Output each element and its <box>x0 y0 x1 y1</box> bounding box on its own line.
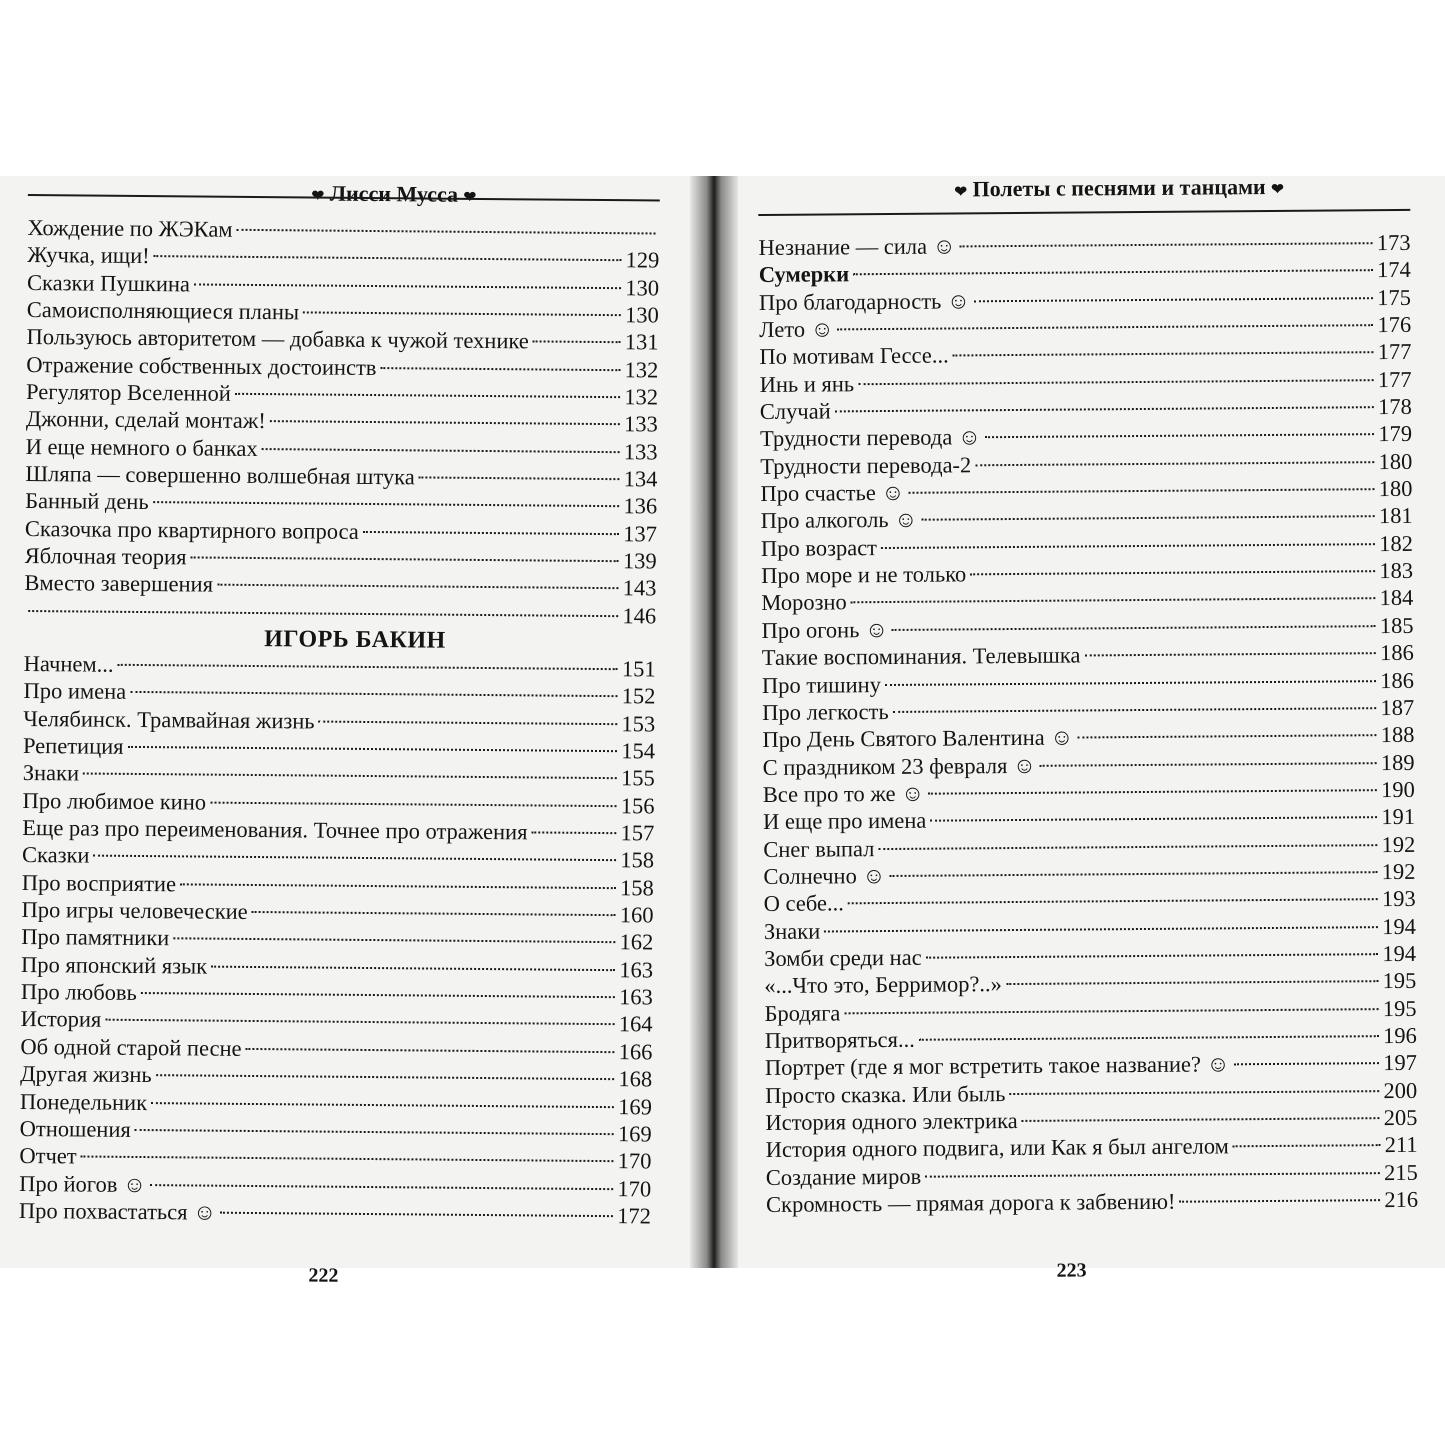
toc-entry-page: 187 <box>1380 694 1415 720</box>
dot-leader <box>921 516 1375 522</box>
toc-entry-page: 130 <box>624 302 659 328</box>
dot-leader <box>974 297 1373 302</box>
toc-entry-page: 166 <box>618 1039 653 1065</box>
toc-entry <box>20 1115 652 1148</box>
toc-entry-page: 180 <box>1378 475 1413 502</box>
toc-entry-title: Про море и не только <box>761 561 967 589</box>
header-rule <box>758 209 1410 216</box>
toc-entry-page: 168 <box>618 1066 653 1092</box>
toc-entry-page: 156 <box>620 792 655 819</box>
toc-entry-page: 146 <box>622 603 657 629</box>
toc-entry-title: Про похвастаться ☺ <box>18 1197 217 1225</box>
toc-entry-title: Про счастье ☺ <box>760 479 905 507</box>
dot-leader <box>851 598 1376 604</box>
toc-entry-page: 158 <box>619 874 654 901</box>
toc-entry-page: 174 <box>1376 257 1411 283</box>
toc-entry-title: Об одной старой песне <box>20 1033 242 1061</box>
dot-leader <box>1234 1062 1380 1065</box>
right-page <box>758 171 1419 1282</box>
toc-entry-page: 155 <box>620 765 655 791</box>
book-spread <box>0 174 1445 1287</box>
dot-leader <box>893 707 1377 713</box>
dot-leader <box>135 1129 614 1135</box>
dot-leader <box>953 352 1374 357</box>
toc-entry-page: 186 <box>1380 667 1415 693</box>
toc-entry-title: Еще раз про переименования. Точнее про отражения <box>22 815 528 845</box>
toc-entry-page: 143 <box>622 575 657 601</box>
toc-entry-page: 169 <box>617 1121 652 1147</box>
dot-leader <box>190 557 618 563</box>
page-number-right: 223 <box>1056 1259 1087 1282</box>
toc-entry-page: 139 <box>622 548 657 574</box>
toc-entry-title: Снег выпал <box>763 835 875 862</box>
dot-leader <box>889 871 1377 877</box>
toc-entry-title: Яблочная теория <box>24 543 187 570</box>
dot-leader <box>303 311 621 316</box>
toc-entry-title: Трудности перевода ☺ <box>759 424 981 452</box>
toc-entry-title: Притворяться... <box>764 1026 915 1053</box>
right-running-head <box>758 173 1410 207</box>
toc-entry-title: Сумерки <box>758 261 850 288</box>
toc-entry-title: Просто сказка. Или быль <box>765 1080 1006 1108</box>
toc-entry-title: Начнем... <box>23 650 114 677</box>
dot-leader <box>217 584 619 590</box>
dot-leader <box>180 883 616 889</box>
dot-leader <box>153 502 620 508</box>
dot-leader <box>985 434 1374 439</box>
dot-leader <box>156 1074 615 1080</box>
toc-entry-title: Портрет (где я мог встретить такое название? ☺ <box>764 1051 1230 1081</box>
toc-entry-title: История одного подвига, или Как я был ангелом <box>765 1133 1229 1163</box>
toc-entry-page: 194 <box>1382 940 1417 967</box>
dot-leader <box>419 477 620 481</box>
dot-leader <box>824 926 1378 932</box>
toc-entry-page: 136 <box>623 493 658 519</box>
dot-leader <box>858 379 1374 385</box>
toc-entry-page: 158 <box>620 847 655 873</box>
toc-entry-page: 162 <box>619 929 654 955</box>
toc-entry <box>19 1197 651 1230</box>
toc-entry-title: Отражение собственных достоинств <box>26 351 377 380</box>
toc-entry-title: Репетиция <box>22 733 124 759</box>
toc-entry-page: 153 <box>621 710 656 737</box>
left-page <box>18 176 660 1287</box>
dot-leader <box>925 1172 1380 1178</box>
toc-entry-page: 160 <box>619 902 654 928</box>
toc-entry-page: 192 <box>1381 858 1416 885</box>
dot-leader <box>235 393 620 398</box>
toc-entry-page: 191 <box>1381 804 1416 830</box>
toc-list-left-bottom <box>19 650 656 1230</box>
toc-entry-title: Бродяга <box>764 1000 841 1026</box>
toc-entry-page: 152 <box>621 683 656 709</box>
toc-entry-title: Про тишину <box>761 671 881 698</box>
toc-entry-title: Шляпа — совершенно волшебная штука <box>25 461 415 490</box>
toc-entry-title: Отношения <box>19 1115 131 1142</box>
dot-leader <box>1077 734 1376 738</box>
toc-entry-page: 163 <box>619 984 653 1010</box>
toc-entry-title: Случай <box>759 398 831 425</box>
toc-entry <box>766 1186 1418 1218</box>
dot-leader <box>928 789 1377 795</box>
dot-leader <box>930 816 1377 822</box>
heart-icon: ❤ <box>463 189 477 206</box>
dot-leader <box>262 448 620 453</box>
dot-leader <box>844 1008 1378 1014</box>
toc-entry-page: 173 <box>1376 229 1411 256</box>
dot-leader <box>848 898 1378 904</box>
toc-entry-page: 133 <box>623 411 658 437</box>
dot-leader <box>252 911 616 916</box>
dot-leader <box>908 488 1374 494</box>
toc-entry-page: 170 <box>617 1148 652 1174</box>
toc-entry-page: 190 <box>1380 776 1415 802</box>
section-title: ИГОРЬ БАКИН <box>264 626 446 654</box>
heart-icon: ❤ <box>954 184 968 201</box>
dot-leader <box>1009 1090 1379 1095</box>
dot-leader <box>1179 1199 1380 1203</box>
toc-entry-page: 184 <box>1379 585 1414 611</box>
toc-entry-title: Сказочка про квартирного вопроса <box>24 515 359 544</box>
toc-entry-page: 134 <box>623 466 658 492</box>
toc-entry-page: 154 <box>621 738 656 764</box>
toc-entry-page: 194 <box>1382 913 1417 939</box>
toc-entry-title: История одного электрика <box>765 1107 1018 1135</box>
toc-entry-title: Про возраст <box>760 534 878 561</box>
heart-icon: ❤ <box>311 188 325 205</box>
dot-leader <box>128 746 618 752</box>
toc-entry-page: 151 <box>621 656 656 682</box>
dot-leader <box>960 242 1373 247</box>
toc-entry-title: Солнечно ☺ <box>763 862 886 889</box>
dot-leader <box>237 229 656 235</box>
toc-entry-page: 192 <box>1381 831 1416 857</box>
dot-leader <box>1040 762 1377 767</box>
dot-leader <box>533 341 621 344</box>
dot-leader <box>835 406 1374 412</box>
dot-leader <box>532 831 617 834</box>
toc-entry-title: С праздником 23 февраля ☺ <box>762 752 1037 780</box>
toc-entry-page: 163 <box>619 956 654 983</box>
toc-entry-title: Сказки <box>21 842 90 868</box>
toc-list-right <box>758 229 1418 1218</box>
dot-leader <box>1233 1144 1381 1147</box>
toc-entry-page: 193 <box>1381 886 1416 912</box>
toc-entry-title: Про любовь <box>20 979 137 1006</box>
toc-entry-title: О себе... <box>763 890 844 917</box>
book-gutter <box>690 176 738 1268</box>
dot-leader <box>853 270 1373 276</box>
toc-entry-title: Все про то же ☺ <box>762 780 925 807</box>
toc-entry-title: Про алкоголь ☺ <box>760 507 918 534</box>
toc-entry-page: 215 <box>1383 1159 1418 1185</box>
toc-entry-page: 132 <box>624 384 659 410</box>
page-number-left: 222 <box>308 1264 339 1287</box>
toc-entry-page: 216 <box>1384 1186 1419 1213</box>
toc-entry-title: Знаки <box>763 918 821 944</box>
toc-list-left-top <box>24 214 660 630</box>
toc-entry-title: И еще про имена <box>762 807 927 835</box>
dot-leader <box>1022 1117 1380 1122</box>
toc-entry-title: Про памятники <box>21 924 170 951</box>
toc-entry-page: 175 <box>1377 284 1412 310</box>
toc-entry-title: Про благодарность ☺ <box>758 288 971 315</box>
dot-leader <box>878 844 1377 850</box>
toc-entry-page: 169 <box>618 1093 653 1119</box>
dot-leader <box>211 965 615 971</box>
dot-leader <box>919 1035 1379 1041</box>
dot-leader <box>970 570 1375 575</box>
toc-entry-title: «...Что это, Берримор?..» <box>764 971 1002 999</box>
toc-entry-title: Про День Святого Валентина ☺ <box>762 724 1074 753</box>
toc-entry-title: Понедельник <box>19 1088 148 1115</box>
toc-entry-title: Инь и янь <box>759 370 855 397</box>
dot-leader <box>150 1184 613 1190</box>
toc-entry-page: 178 <box>1377 393 1412 420</box>
toc-entry-title: Скромность — прямая дорога к забвению! <box>765 1188 1176 1217</box>
toc-entry-title: Про игры человеческие <box>21 897 248 925</box>
heart-icon: ❤ <box>1271 181 1284 198</box>
toc-entry-page: 176 <box>1377 311 1412 338</box>
toc-entry-page: 131 <box>624 329 659 355</box>
toc-entry-title: Лето ☺ <box>759 316 834 343</box>
toc-entry-page: 195 <box>1382 995 1417 1021</box>
dot-leader <box>975 461 1374 466</box>
toc-entry-title: Знаки <box>22 760 80 786</box>
dot-leader <box>154 255 622 261</box>
toc-entry-title: Банный день <box>25 488 149 515</box>
dot-leader <box>892 625 1376 631</box>
dot-leader <box>94 855 617 862</box>
dot-leader <box>28 610 618 617</box>
dot-leader <box>246 1048 615 1053</box>
toc-entry-title: Джонни, сделай монтаж! <box>25 406 266 434</box>
toc-entry-page: 195 <box>1382 968 1417 994</box>
toc-entry-title: Челябинск. Трамвайная жизнь <box>23 705 315 734</box>
dot-leader <box>881 543 1375 549</box>
toc-entry-page: 188 <box>1380 722 1415 748</box>
toc-entry-page: 177 <box>1377 339 1412 365</box>
toc-entry-page: 181 <box>1378 503 1413 529</box>
toc-entry-title: Про имена <box>23 678 127 705</box>
toc-entry-page: 133 <box>623 438 658 465</box>
toc-entry-title: Про восприятие <box>21 869 177 897</box>
dot-leader <box>210 801 617 807</box>
toc-entry-page: 132 <box>624 356 659 383</box>
toc-entry-page: 182 <box>1379 530 1414 556</box>
toc-entry-page: 137 <box>623 520 658 547</box>
toc-entry-title: Жучка, ищи! <box>27 242 150 269</box>
toc-entry-title: История <box>20 1006 102 1033</box>
dot-leader <box>220 1212 613 1217</box>
toc-entry-title: Морозно <box>761 589 847 616</box>
toc-entry-title: Другая жизнь <box>20 1061 152 1088</box>
dot-leader <box>838 324 1374 330</box>
toc-entry-title: Самоисполняющиеся планы <box>26 297 300 325</box>
dot-leader <box>141 992 615 998</box>
dot-leader <box>363 531 619 535</box>
dot-leader <box>926 953 1379 959</box>
toc-entry-title: Зомби среди нас <box>764 944 922 971</box>
toc-entry-title: Про японский язык <box>21 951 208 979</box>
toc-entry-page: 129 <box>625 247 660 273</box>
toc-entry-title: И еще немного о банках <box>25 433 258 461</box>
toc-entry-title: По мотивам Гессе... <box>759 342 949 370</box>
toc-entry-title: Вместо завершения <box>24 570 214 598</box>
toc-entry-page: 170 <box>617 1175 652 1202</box>
toc-entry-page: 186 <box>1379 640 1414 666</box>
dot-leader <box>81 1156 614 1163</box>
right-running-head-text: Полеты с песнями и танцами <box>972 174 1266 202</box>
dot-leader <box>319 720 618 725</box>
toc-entry-page: 183 <box>1379 557 1414 584</box>
toc-entry-page: 179 <box>1378 421 1413 447</box>
toc-entry-title: Хождение по ЖЭКам <box>27 214 233 242</box>
toc-entry-title: Сказки Пушкина <box>26 269 191 297</box>
toc-entry <box>21 978 653 1011</box>
toc-entry-page: 211 <box>1384 1132 1418 1158</box>
dot-leader <box>885 680 1376 686</box>
toc-entry-title: Про легкость <box>762 698 889 725</box>
toc-entry-title: Создание миров <box>765 1163 922 1190</box>
toc-entry-page: 177 <box>1377 366 1412 392</box>
toc-entry-page: 197 <box>1383 1050 1418 1076</box>
dot-leader <box>270 421 620 426</box>
toc-entry-title: Трудности перевода-2 <box>760 452 972 479</box>
dot-leader <box>130 691 618 697</box>
toc-entry-page: 196 <box>1382 1022 1417 1049</box>
toc-entry <box>24 569 656 602</box>
toc-entry-title: Про йогов ☺ <box>19 1170 147 1197</box>
toc-entry-page: 180 <box>1378 448 1413 474</box>
toc-entry-title: Отчет <box>19 1143 77 1169</box>
toc-entry-page: 189 <box>1380 749 1415 775</box>
dot-leader <box>1006 980 1379 985</box>
dot-leader <box>173 938 615 944</box>
toc-entry-title: Такие воспоминания. Телевышка <box>761 642 1081 671</box>
dot-leader <box>380 367 620 371</box>
toc-entry-title: Регулятор Вселенной <box>26 379 232 406</box>
toc-entry-page: 130 <box>625 274 660 301</box>
toc-entry-title: Про огонь ☺ <box>761 616 889 643</box>
left-running-head-text: Лисси Мусса <box>329 180 459 207</box>
dot-leader <box>151 1102 614 1108</box>
toc-entry-title: Незнание — сила ☺ <box>758 233 956 260</box>
toc-entry-page: 200 <box>1383 1077 1418 1103</box>
toc-entry-page: 185 <box>1379 612 1414 638</box>
dot-leader <box>1084 652 1376 656</box>
toc-entry-page: 164 <box>618 1011 653 1037</box>
dot-leader <box>194 283 621 289</box>
toc-entry-page: 172 <box>617 1203 652 1229</box>
dot-leader <box>83 773 617 780</box>
toc-entry <box>23 732 655 765</box>
toc-entry <box>22 814 654 847</box>
dot-leader <box>118 664 618 670</box>
toc-entry-page: 205 <box>1383 1104 1418 1131</box>
toc-entry-title: Пользуюсь авторитетом — добавка к чужой технике <box>26 324 529 354</box>
toc-entry-title: Про любимое кино <box>22 787 207 815</box>
dot-leader <box>105 1019 615 1025</box>
toc-entry-page: 157 <box>620 820 655 846</box>
